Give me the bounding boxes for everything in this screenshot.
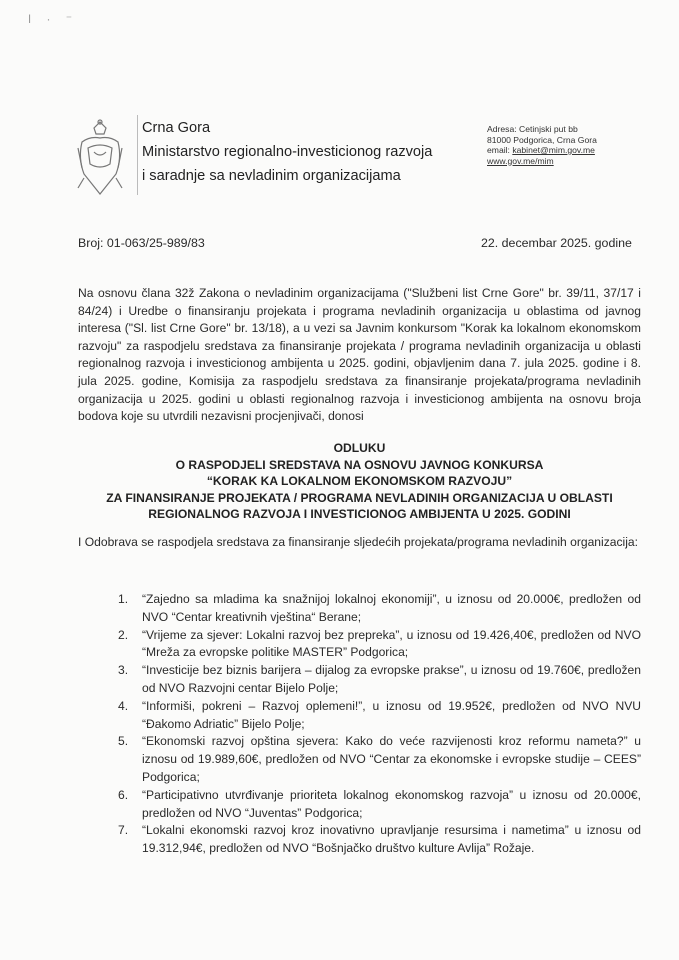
approved-projects-list bbox=[108, 591, 641, 858]
list-item bbox=[108, 662, 641, 698]
approval-intro: I Odobrava se raspodjela sredstava za finansiranje sljedećih projekata/programa nevladinih organizacija: bbox=[78, 535, 638, 549]
item-number: 6. bbox=[118, 787, 129, 802]
list-item bbox=[108, 822, 641, 858]
address-city: 81000 Podgorica, Crna Gora bbox=[487, 134, 597, 145]
document-number: Broj: 01-063/25-989/83 bbox=[78, 236, 205, 250]
document-date: 22. decembar 2025. godine bbox=[481, 236, 632, 250]
item-text: “Investicije bez biznis barijera – dijalog za evropske prakse”, u iznosu od 19.760€, predložen od NVO Razvojni centar Bijelo Polje; bbox=[142, 663, 641, 695]
email-label: email: bbox=[487, 145, 513, 155]
scan-marks: ǀ · ⁻ bbox=[28, 12, 79, 26]
organization-name bbox=[142, 116, 432, 188]
heading-line: REGIONALNOG RAZVOJA I INVESTICIONOG AMBIJENTA U 2025. GODINI bbox=[148, 507, 571, 521]
item-number: 3. bbox=[118, 663, 129, 678]
item-text: “Informiši, pokreni – Razvoj oplemeni!”, u iznosu od 19.952€, predložen od NVO NVU “Đakomo Adriatic” Bijelo Polje; bbox=[142, 698, 641, 731]
item-number: 7. bbox=[118, 823, 129, 838]
email-link[interactable]: kabinet@mim.gov.me bbox=[512, 145, 595, 155]
item-text: “Ekonomski razvoj opština sjevera: Kako do veće razvijenosti kroz reformu nameta?” u iznosu od 19.989,60€, predložen od NVO “Centar za ekonomske i evropske studije – CEES” Podgorica; bbox=[142, 734, 641, 784]
item-text: “Lokalni ekonomski razvoj kroz inovativno upravljanje resursima i nametima” u iznosu od 19.312,94€, predložen od NVO “Bošnjačko društvo kulture Avlija” Rožaje. bbox=[142, 823, 641, 856]
website-link[interactable]: www.gov.me/mim bbox=[487, 155, 554, 166]
heading-line: ZA FINANSIRANJE PROJEKATA / PROGRAMA NEVLADINIH ORGANIZACIJA U OBLASTI bbox=[106, 490, 613, 505]
decision-heading bbox=[78, 440, 641, 523]
contact-block bbox=[487, 124, 597, 166]
item-text: “Participativno utvrđivanje prioriteta lokalnog ekonomskog razvoja” u iznosu od 20.000€, predložen od NVO “Juventas” Podgorica; bbox=[142, 787, 641, 820]
list-item bbox=[108, 733, 641, 786]
heading-line: ODLUKU bbox=[333, 441, 386, 455]
address-line: Adresa: Cetinjski put bb bbox=[487, 124, 578, 134]
list-item bbox=[108, 627, 641, 663]
header-divider bbox=[137, 115, 138, 195]
item-number: 4. bbox=[118, 698, 129, 713]
list-item bbox=[108, 591, 641, 627]
heading-line: “KORAK KA LOKALNOM EKONOMSKOM RAZVOJU” bbox=[206, 474, 513, 488]
org-country: Crna Gora bbox=[142, 120, 211, 136]
heading-line: O RASPODJELI SREDSTAVA NA OSNOVU JAVNOG KONKURSA bbox=[175, 457, 544, 472]
org-ministry: Ministarstvo regionalno-investicionog razvoja bbox=[142, 144, 433, 160]
coat-of-arms-logo bbox=[74, 118, 126, 198]
item-text: “Zajedno sa mladima ka snažnijoj lokalnoj ekonomiji”, u iznosu od 20.000€, predložen od NVO “Centar kreativnih vještina“ Berane; bbox=[142, 592, 641, 624]
org-ministry-2: i saradnje sa nevladinim organizacijama bbox=[142, 168, 401, 184]
preamble: Na osnovu člana 32ž Zakona o nevladinim organizacijama ("Službeni list Crne Gore" br. 39/11, 37/17 i 84/24) i Uredbe o finansiranju projekata i programa nevladinih organizacija u oblastima od javnog interesa ("Sl. list Crne Gore" br. 13/18), a u vezi sa Javnim konkursom "Korak ka lokalnom ekonomskom razvoju" za raspodjelu sredstava za finansiranje projekata / programa nevladinih organizacija u oblasti regionalnog razvoja i investicionog ambijenta u 2025. godini, objavljenim dana 7. jula 2025. godine i 8. jula 2025. godine, Komisija za raspodjelu sredstava za finansiranje projekata/programa nevladinih organizacija u 2025. godini u oblasti regionalnog razvoja i investicionog ambijenta na osnovu broja bodova koje su utvrdili nezavisni procjenjivači, donosi bbox=[78, 286, 641, 424]
item-number: 5. bbox=[118, 734, 129, 749]
item-number: 1. bbox=[118, 592, 129, 606]
list-item bbox=[108, 787, 641, 823]
list-item bbox=[108, 698, 641, 734]
item-number: 2. bbox=[118, 627, 129, 642]
item-text: “Vrijeme za sjever: Lokalni razvoj bez prepreka”, u iznosu od 19.426,40€, predložen od NVO “Mreža za evropske politike MASTER” Podgorica; bbox=[142, 627, 641, 660]
